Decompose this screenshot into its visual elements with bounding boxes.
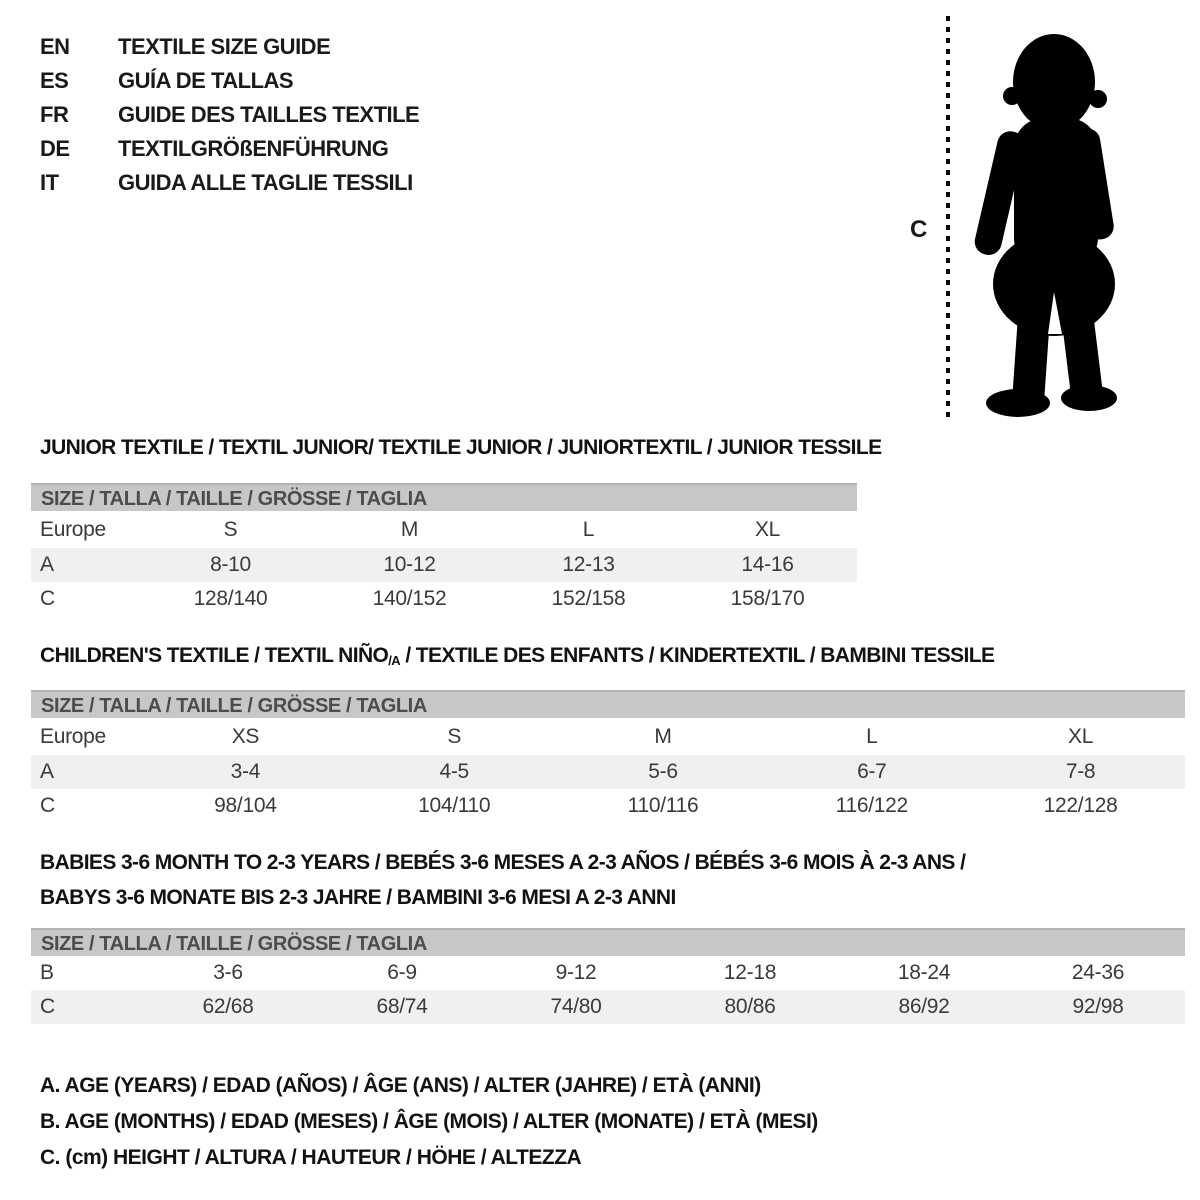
- guide-title: TEXTILGRÖßENFÜHRUNG: [118, 136, 389, 161]
- legend-line-c: C. (cm) HEIGHT / ALTURA / HAUTEUR / HÖHE / ALTEZZA: [40, 1146, 582, 1169]
- table-row: [31, 718, 1185, 755]
- value-cell: 80/86: [724, 995, 776, 1018]
- value-cell: 7-8: [1065, 760, 1096, 783]
- table-row: [31, 511, 857, 548]
- size-cell: S: [447, 724, 462, 748]
- guide-title: GUIDA ALLE TAGLIE TESSILI: [118, 170, 413, 195]
- language-code: DE: [40, 136, 70, 161]
- table-row: [31, 582, 857, 616]
- row-label: Europe: [40, 724, 106, 748]
- value-cell: 86/92: [898, 995, 950, 1018]
- value-cell: 4-5: [439, 760, 469, 783]
- list-item: [40, 98, 419, 132]
- value-cell: 128/140: [193, 587, 268, 610]
- list-item: [40, 166, 419, 200]
- heading-line: BABIES 3-6 MONTH TO 2-3 YEARS / BEBÉS 3-6 MESES A 2-3 AÑOS / BÉBÉS 3-6 MOIS À 2-3 ANS /: [40, 851, 966, 874]
- value-cell: 3-6: [213, 961, 243, 984]
- value-cell: 24-36: [1071, 961, 1125, 984]
- guide-title: GUIDE DES TAILLES TEXTILE: [118, 102, 420, 127]
- size-cell: XL: [1068, 724, 1094, 748]
- value-cell: 62/68: [202, 995, 254, 1018]
- legend-line-b: B. AGE (MONTHS) / EDAD (MESES) / ÂGE (MOIS) / ALTER (MONATE) / ETÀ (MESI): [40, 1110, 818, 1133]
- table-row: [31, 755, 1185, 789]
- size-cell: S: [223, 517, 238, 541]
- list-item: [40, 132, 419, 166]
- size-cell: XL: [754, 517, 781, 541]
- table-row: [31, 548, 857, 582]
- babies-section-heading: [40, 845, 965, 915]
- guide-title: TEXTILE SIZE GUIDE: [118, 34, 331, 59]
- value-cell: 18-24: [897, 961, 951, 984]
- height-dashed-line: [946, 16, 950, 418]
- babies-size-table: [31, 928, 1185, 1024]
- value-cell: 116/122: [835, 794, 908, 817]
- legend-line-a: A. AGE (YEARS) / EDAD (AÑOS) / ÂGE (ANS) / ALTER (JAHRE) / ETÀ (ANNI): [40, 1074, 761, 1097]
- value-cell: 110/116: [627, 794, 699, 817]
- value-cell: 140/152: [372, 587, 447, 610]
- size-band: SIZE / TALLA / TAILLE / GRÖSSE / TAGLIA: [31, 690, 1185, 718]
- children-section-heading: [40, 644, 994, 668]
- heading-line: BABYS 3-6 MONATE BIS 2-3 JAHRE / BAMBINI 3-6 MESI A 2-3 ANNI: [40, 886, 676, 909]
- table-row: [31, 789, 1185, 823]
- value-cell: 5-6: [648, 760, 678, 783]
- value-cell: 74/80: [550, 995, 602, 1018]
- language-title-list: [40, 30, 419, 200]
- size-cell: XS: [231, 724, 260, 748]
- size-cell: L: [866, 724, 878, 748]
- junior-size-table: [31, 483, 857, 616]
- row-label: C: [40, 794, 55, 817]
- list-item: [40, 64, 419, 98]
- height-measure-figure: [900, 12, 1155, 432]
- value-cell: 9-12: [555, 961, 597, 984]
- toddler-silhouette-icon: [962, 22, 1134, 422]
- heading-text: CHILDREN'S TEXTILE / TEXTIL NIÑO: [40, 644, 389, 667]
- row-label: Europe: [40, 517, 106, 541]
- size-cell: M: [400, 517, 419, 541]
- value-cell: 12-18: [723, 961, 777, 984]
- guide-title: GUÍA DE TALLAS: [118, 68, 294, 93]
- value-cell: 68/74: [376, 995, 428, 1018]
- size-band: SIZE / TALLA / TAILLE / GRÖSSE / TAGLIA: [31, 483, 857, 511]
- table-row: [31, 990, 1185, 1024]
- language-code: ES: [40, 68, 69, 93]
- size-band: SIZE / TALLA / TAILLE / GRÖSSE / TAGLIA: [31, 928, 1185, 956]
- size-cell: L: [582, 517, 595, 541]
- measure-c-label: C: [910, 216, 928, 243]
- language-code: EN: [40, 34, 70, 59]
- row-label: C: [40, 587, 55, 610]
- value-cell: 104/110: [418, 794, 491, 817]
- value-cell: 14-16: [741, 553, 794, 576]
- value-cell: 158/170: [730, 587, 805, 610]
- children-size-table: [31, 690, 1185, 823]
- size-cell: M: [654, 724, 672, 748]
- heading-subscript: /A: [388, 653, 401, 668]
- row-label: B: [40, 961, 54, 984]
- value-cell: 98/104: [214, 794, 277, 817]
- value-cell: 6-9: [387, 961, 417, 984]
- list-item: [40, 30, 419, 64]
- measure-legend: [40, 1068, 818, 1176]
- value-cell: 152/158: [551, 587, 626, 610]
- table-row: [31, 956, 1185, 990]
- row-label: C: [40, 995, 55, 1018]
- value-cell: 12-13: [562, 553, 615, 576]
- row-label: A: [40, 760, 54, 783]
- heading-text: / TEXTILE DES ENFANTS / KINDERTEXTIL / BAMBINI TESSILE: [400, 644, 995, 667]
- value-cell: 3-4: [230, 760, 261, 783]
- junior-section-heading: JUNIOR TEXTILE / TEXTIL JUNIOR/ TEXTILE JUNIOR / JUNIORTEXTIL / JUNIOR TESSILE: [40, 436, 882, 459]
- value-cell: 122/128: [1043, 794, 1118, 817]
- value-cell: 10-12: [383, 553, 436, 576]
- language-code: IT: [40, 170, 59, 195]
- row-label: A: [40, 553, 54, 576]
- language-code: FR: [40, 102, 69, 127]
- value-cell: 8-10: [210, 553, 251, 576]
- value-cell: 92/98: [1072, 995, 1124, 1018]
- value-cell: 6-7: [857, 760, 887, 783]
